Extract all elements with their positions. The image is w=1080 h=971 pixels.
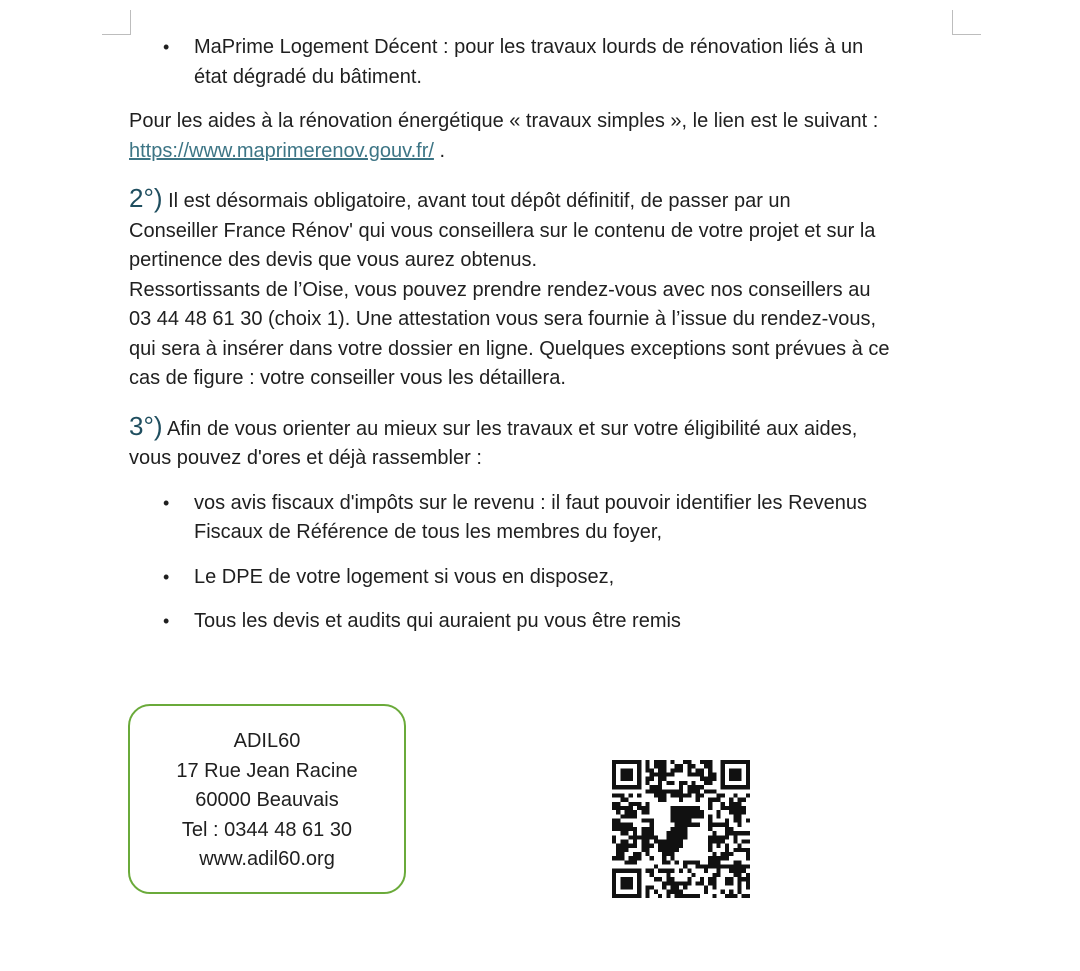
list-item-text: vos avis fiscaux d'impôts sur le revenu : il faut pouvoir identifier les Revenus: [194, 491, 868, 514]
aid-list: [129, 33, 959, 92]
website[interactable]: www.adil60.org: [199, 848, 335, 870]
section-2-number: 2°): [129, 183, 163, 213]
paragraph-line: Conseiller France Rénov' qui vous conseillera sur le contenu de votre projet et sur la: [129, 219, 876, 242]
section-2: [129, 184, 959, 394]
paragraph-line: qui sera à insérer dans votre dossier en ligne. Quelques exceptions sont prévues à ce: [129, 337, 890, 360]
paragraph-line: vous pouvez d'ores et déjà rassembler :: [129, 447, 482, 469]
address-box: [128, 704, 406, 894]
section-3-number: 3°): [129, 410, 163, 441]
link-trailing-dot: .: [439, 139, 446, 162]
document-body: [129, 0, 959, 637]
paragraph-line: Ressortissants de l’Oise, vous pouvez prendre rendez-vous avec nos conseillers au: [129, 278, 871, 301]
paragraph-line: 03 44 48 61 30 (choix 1). Une attestation vous sera fournie à l’issue du rendez-vous,: [129, 308, 877, 330]
list-item-text: Tous les devis et audits qui auraient pu vous être remis: [194, 610, 681, 632]
list-item-text: MaPrime Logement Décent : pour les travaux lourds de rénovation liés à un: [194, 36, 864, 58]
list-item: [129, 607, 959, 637]
dino-icon: [650, 806, 704, 860]
link-paragraph: [129, 107, 959, 166]
bullet-icon: •: [163, 566, 170, 587]
link-paragraph-text: Pour les aides à la rénovation énergétique « travaux simples », le lien est le suivant :: [129, 110, 879, 132]
paragraph-line: cas de figure : votre conseiller vous les détaillera.: [129, 367, 566, 389]
qr-code-icon[interactable]: [612, 760, 750, 898]
section-3: [129, 412, 959, 474]
crop-mark-left: [102, 10, 131, 35]
documents-list: [129, 489, 959, 637]
list-item-text: état dégradé du bâtiment.: [194, 65, 422, 88]
org-name: ADIL60: [233, 730, 301, 752]
list-item-text: Le DPE de votre logement si vous en disposez,: [194, 565, 615, 588]
city: 60000 Beauvais: [195, 789, 339, 811]
street-address: 17 Rue Jean Racine: [176, 759, 358, 782]
paragraph-line: Il est désormais obligatoire, avant tout dépôt définitif, de passer par un: [168, 190, 791, 212]
list-item-text: Fiscaux de Référence de tous les membres du foyer,: [194, 521, 663, 543]
list-item: [129, 489, 959, 548]
paragraph-line: pertinence des devis que vous aurez obtenus.: [129, 249, 538, 271]
maprimerenov-link[interactable]: https://www.maprimerenov.gouv.fr/: [129, 139, 434, 162]
bullet-icon: •: [163, 37, 170, 57]
list-item: [129, 33, 959, 92]
phone: Tel : 0344 48 61 30: [181, 818, 353, 841]
list-item: [129, 563, 959, 593]
bullet-icon: •: [163, 611, 170, 631]
paragraph-line: Afin de vous orienter au mieux sur les travaux et sur votre éligibilité aux aides,: [166, 417, 858, 440]
bullet-icon: •: [163, 492, 170, 513]
